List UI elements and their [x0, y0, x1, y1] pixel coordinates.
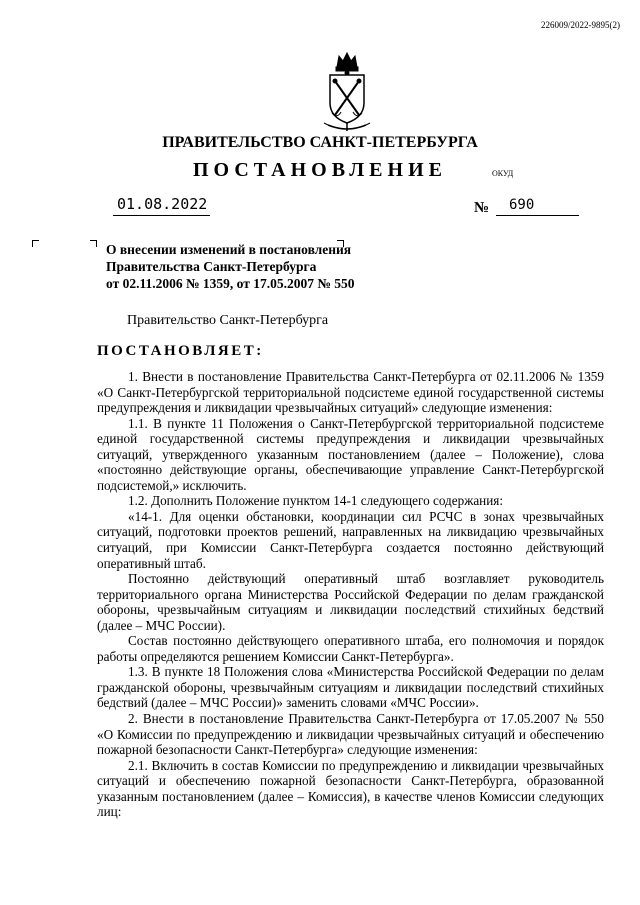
okud-label: ОКУД [492, 169, 514, 178]
number-sign: № [474, 200, 490, 216]
paragraph-2-1: 2.1. Включить в состав Комиссии по предупреждению и ликвидации чрезвычайных ситуаций и обеспечению пожарной безопасности Санкт-Петербурга, образованной указанным постановлением (далее – Комиссия), в качестве членов Комиссии следующих лиц: [97, 757, 604, 820]
subject-bracket-inner [90, 240, 97, 247]
paragraph-1-3: 1.3. В пункте 18 Положения слова «Министерства Российской Федерации по делам гражданской обороны, чрезвычайным ситуациям и ликвидации последствий стихийных бедствий (далее – МЧС России)» заменить словами «МЧС России». [97, 664, 604, 711]
subject-line-1: О внесении изменений в постановления [106, 242, 352, 257]
decree-number: 690 [509, 197, 535, 213]
decree-body [97, 369, 604, 820]
subject-bracket-left [32, 240, 39, 247]
paragraph-1: 1. Внести в постановление Правительства Санкт-Петербурга от 02.11.2006 № 1359 «О Санкт-Петербургской территориальной подсистеме единой государственной системы предупреждения и ликвидации чрезвычайных ситуаций» следующие изменения: [97, 369, 604, 416]
number-underline [496, 215, 579, 216]
paragraph-2: 2. Внести в постановление Правительства Санкт-Петербурга от 17.05.2007 № 550 «О Комиссии по предупреждению и ликвидации чрезвычайных ситуаций и обеспечению пожарной безопасности Санкт-Петербурга» следующие изменения: [97, 711, 604, 758]
paragraph-1-2: 1.2. Дополнить Положение пунктом 14-1 следующего содержания: [128, 493, 504, 509]
document-reference-number: 226009/2022-9895(2) [541, 20, 620, 30]
government-title: ПРАВИТЕЛЬСТВО САНКТ-ПЕТЕРБУРГА [162, 134, 478, 151]
date-underline [113, 215, 210, 216]
subject-line-3: от 02.11.2006 № 1359, от 17.05.2007 № 550 [106, 276, 355, 291]
saint-petersburg-coat-of-arms-icon [319, 51, 375, 135]
decree-date: 01.08.2022 [117, 195, 208, 213]
paragraph-14-1: «14-1. Для оценки обстановки, координации сил РСЧС в зонах чрезвычайных ситуаций, подготовки проектов решений, направленных на ликвидацию чрезвычайных ситуаций, при Комиссии Санкт-Петербурга создается постоянно действующий оперативный штаб. [97, 508, 604, 571]
subject-line-2: Правительства Санкт-Петербурга [106, 259, 317, 274]
decree-subject [106, 241, 355, 292]
paragraph-operational-staff-head: Постоянно действующий оперативный штаб возглавляет руководитель территориального органа Министерства Российской Федерации по делам гражданской обороны, чрезвычайным ситуациям и ликвидации последствий стихийных бедствий (далее – МЧС России). [97, 571, 604, 633]
decrees-heading: ПОСТАНОВЛЯЕТ: [97, 343, 264, 359]
paragraph-operational-staff-composition: Состав постоянно действующего оперативного штаба, его полномочия и порядок работы определяются решением Комиссии Санкт-Петербурга». [97, 633, 604, 664]
document-type-heading: ПОСТАНОВЛЕНИЕ [193, 159, 447, 181]
paragraph-1-1: 1.1. В пункте 11 Положения о Санкт-Петербургской территориальной подсистеме единой государственной системы предупреждения и ликвидации чрезвычайных ситуаций, утвержденного указанным постановлением (далее – Положение), слова «постоянно действующие органы, обеспечивающие управление Санкт-Петербургской подсистемой,» исключить. [97, 415, 604, 493]
issuer-name: Правительство Санкт-Петербурга [127, 313, 329, 328]
